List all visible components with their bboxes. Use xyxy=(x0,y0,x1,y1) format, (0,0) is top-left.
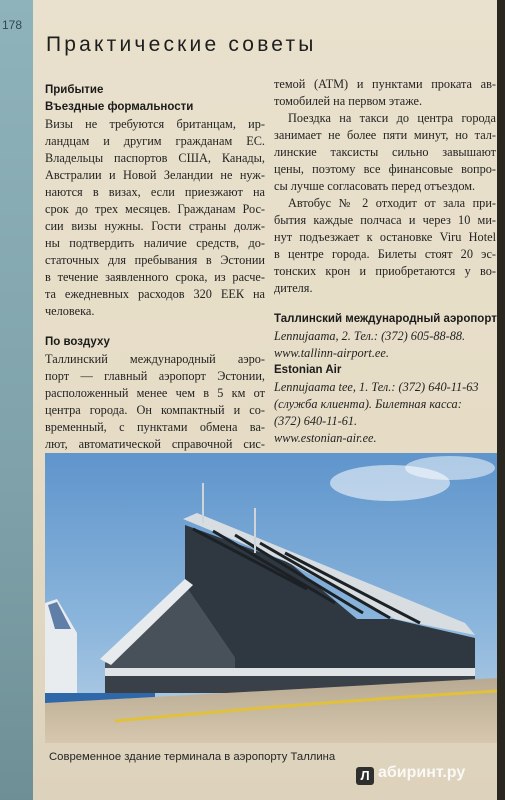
watermark-text: абиринт.ру xyxy=(378,764,466,781)
text-line: временный, с пунктами обмена ва- xyxy=(45,420,265,434)
text-line: Владельцы паспортов США, Канады, xyxy=(45,151,265,165)
text-line: цены, поэтому все финансовые вопро- xyxy=(274,162,496,176)
text-line: бытия каждые полчаса и через 10 ми- xyxy=(274,213,496,227)
text-line: тонских крон и приобретаются у во- xyxy=(274,264,496,278)
text-line: в течение заявленного срока, из расче- xyxy=(45,270,265,284)
text-line: томобилей на первом этаже. xyxy=(274,94,423,108)
text-line: Таллинский международный аэро- xyxy=(45,352,265,366)
address-line: (372) 640-11-61. xyxy=(274,414,358,428)
address-name: Estonian Air xyxy=(274,364,342,376)
text-line: наются в визах, если приезжают на xyxy=(45,185,265,199)
text-line: сии визы нужны. Гости страны долж- xyxy=(45,219,265,233)
paragraph-visas xyxy=(45,116,265,320)
text-line: нут подъезжает к остановке Viru Hotel xyxy=(274,230,496,244)
text-line: статочных для пребывания в Эстонии xyxy=(45,253,265,267)
page-margin-strip xyxy=(0,0,33,800)
text-line: Автобус № 2 отходит от зала при- xyxy=(288,196,496,210)
text-line: Австралии и Новой Зеландии не нуж- xyxy=(45,168,265,182)
address-block-estonian-air xyxy=(274,362,496,447)
paragraph-airport xyxy=(45,351,265,453)
text-line: линские таксисты сильно завышают xyxy=(274,145,496,159)
section-heading-by-air: По воздуху xyxy=(45,336,110,348)
text-line: занимает не более пяти минут, но тал- xyxy=(274,128,496,142)
address-line: Lennujaama, 2. Тел.: (372) 605-88-88. xyxy=(274,329,466,343)
paragraph-taxi xyxy=(274,110,496,195)
text-line: срок до трех месяцев. Гражданам Рос- xyxy=(45,202,265,216)
section-heading-arrival: Прибытие xyxy=(45,84,104,96)
website-link[interactable]: www.estonian-air.ee. xyxy=(274,431,377,445)
airport-terminal-photo xyxy=(45,453,497,743)
website-link[interactable]: www.tallinn-airport.ee. xyxy=(274,346,389,360)
text-line: Визы не требуются британцам, ир- xyxy=(45,117,265,131)
text-line: сы лучше согласовать перед отъездом. xyxy=(274,179,476,193)
text-line: центра города. Он компактный и со- xyxy=(45,403,265,417)
page-number: 178 xyxy=(2,18,23,32)
text-line: лют, автоматической справочной сис- xyxy=(45,437,265,451)
text-line: темой (ATM) и пунктами проката ав- xyxy=(274,77,496,91)
left-column xyxy=(45,82,265,453)
address-block-airport xyxy=(274,311,496,362)
labirint-logo-icon: Л xyxy=(356,767,374,785)
text-line: в центре города. Билеты стоят 20 эс- xyxy=(274,247,496,261)
watermark xyxy=(356,764,465,785)
photo-caption: Современное здание терминала в аэропорту Таллина xyxy=(49,751,336,763)
paragraph-bus xyxy=(274,195,496,297)
address-line: (служба клиента). Билетная касса: xyxy=(274,397,462,411)
text-line: ландцам и другим гражданам ЕС. xyxy=(45,134,265,148)
text-line: Поездка на такси до центра города xyxy=(288,111,496,125)
paragraph-atm xyxy=(274,76,496,110)
address-name: Таллинский международный аэропорт xyxy=(274,313,497,325)
text-line: порт — главный аэропорт Эстонии, xyxy=(45,369,265,383)
text-line: ны подтвердить наличие средств, до- xyxy=(45,236,265,250)
address-line: Lennujaama tee, 1. Тел.: (372) 640-11-63 xyxy=(274,380,479,394)
subheading-entry-formalities: Въездные формальности xyxy=(45,101,194,113)
text-line: расположенный менее чем в 5 км от xyxy=(45,386,265,400)
right-column xyxy=(274,76,496,447)
text-line: та ежедневных расходов 320 ЕЕК на xyxy=(45,287,265,301)
page-title: Практические советы xyxy=(46,33,317,56)
terminal-illustration xyxy=(45,453,497,743)
cloud xyxy=(405,456,495,480)
text-line: дителя. xyxy=(274,281,313,295)
text-line: человека. xyxy=(45,304,95,318)
terminal-canopy xyxy=(105,668,475,676)
